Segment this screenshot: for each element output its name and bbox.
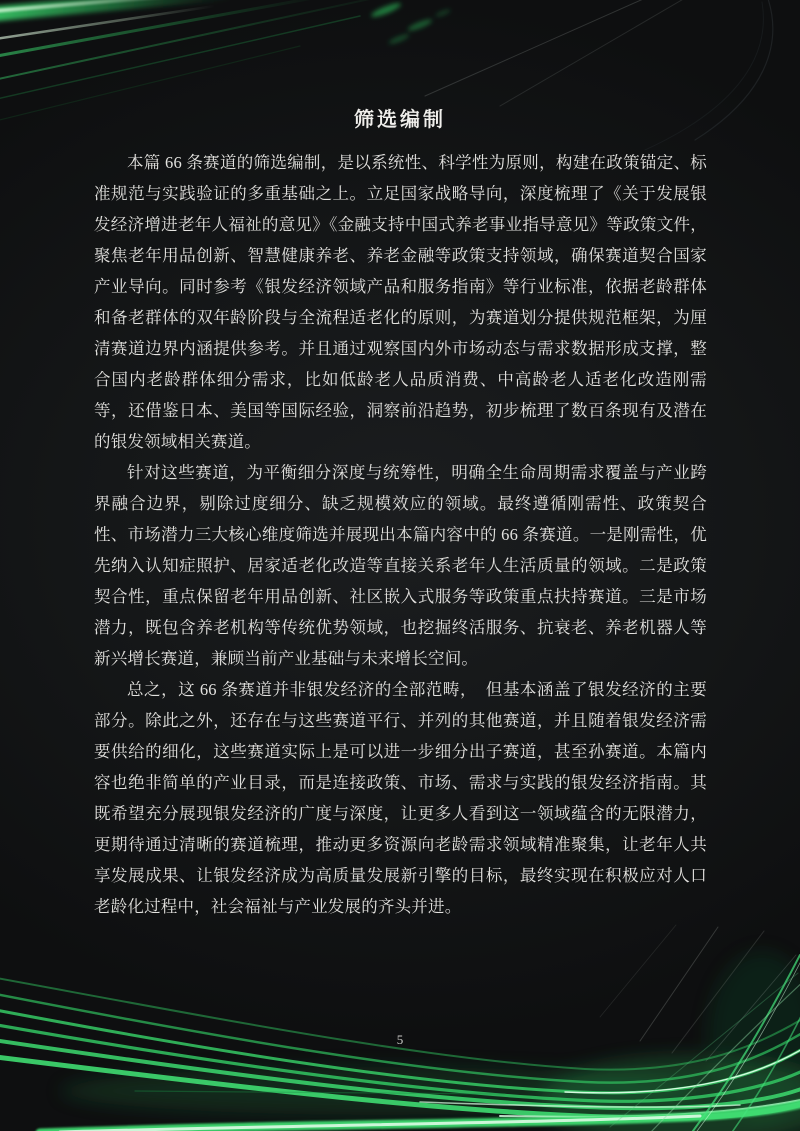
paragraph-2: 针对这些赛道，为平衡细分深度与统筹性，明确全生命周期需求覆盖与产业跨界融合边界，剔除过度细分、缺乏规模效应的领域。最终遵循刚需性、政策契合性、市场潜力三大核心维度筛选并展现出本篇内容中的 66 条赛道。一是刚需性，优先纳入认知症照护、居家适老化改造等直接关系老年人生活质量的领域。二是政策契合性，重点保留老年用品创新、社区嵌入式服务等政策重点扶持赛道。三是市场潜力，既包含养老机构等传统优势领域，也挖掘终活服务、抗衰老、养老机器人等新兴增长赛道，兼顾当前产业基础与未来增长空间。	[94, 463, 707, 668]
page-title: 筛选编制	[354, 109, 446, 131]
paragraph-3: 总之，这 66 条赛道并非银发经济的全部范畴， 但基本涵盖了银发经济的主要部分。除此之外，还存在与这些赛道平行、并列的其他赛道，并且随着银发经济需要供给的细化，这些赛道实际上是可以进一步细分出子赛道，甚至孙赛道。本篇内容也绝非简单的产业目录，而是连接政策、市场、需求与实践的银发经济指南。其既希望充分展现银发经济的广度与深度，让更多人看到这一领域蕴含的无限潜力，更期待通过清晰的赛道梳理，推动更多资源向老龄需求领域精准聚集，让老年人共享发展成果、让银发经济成为高质量发展新引擎的目标，最终实现在积极应对人口老龄化过程中，社会福祉与产业发展的齐头并进。	[94, 680, 707, 916]
body-text	[94, 147, 707, 922]
page-number: 5	[396, 1032, 404, 1047]
bottom-light-streaks-decoration	[0, 921, 800, 1131]
paragraph-1: 本篇 66 条赛道的筛选编制，是以系统性、科学性为原则，构建在政策锚定、标准规范与实践验证的多重基础之上。立足国家战略导向，深度梳理了《关于发展银发经济增进老年人福祉的意见》《金融支持中国式养老事业指导意见》等政策文件，聚焦老年用品创新、智慧健康养老、养老金融等政策支持领域，确保赛道契合国家产业导向。同时参考《银发经济领域产品和服务指南》等行业标准，依据老龄群体和备老群体的双年龄阶段与全流程适老化的原则，为赛道划分提供规范框架，为厘清赛道边界内涵提供参考。并且通过观察国内外市场动态与需求数据形成支撑，整合国内老龄群体细分需求，比如低龄老人品质消费、中高龄老人适老化改造刚需等，还借鉴日本、美国等国际经验，洞察前沿趋势，初步梳理了数百条现有及潜在的银发领域相关赛道。	[94, 153, 707, 451]
